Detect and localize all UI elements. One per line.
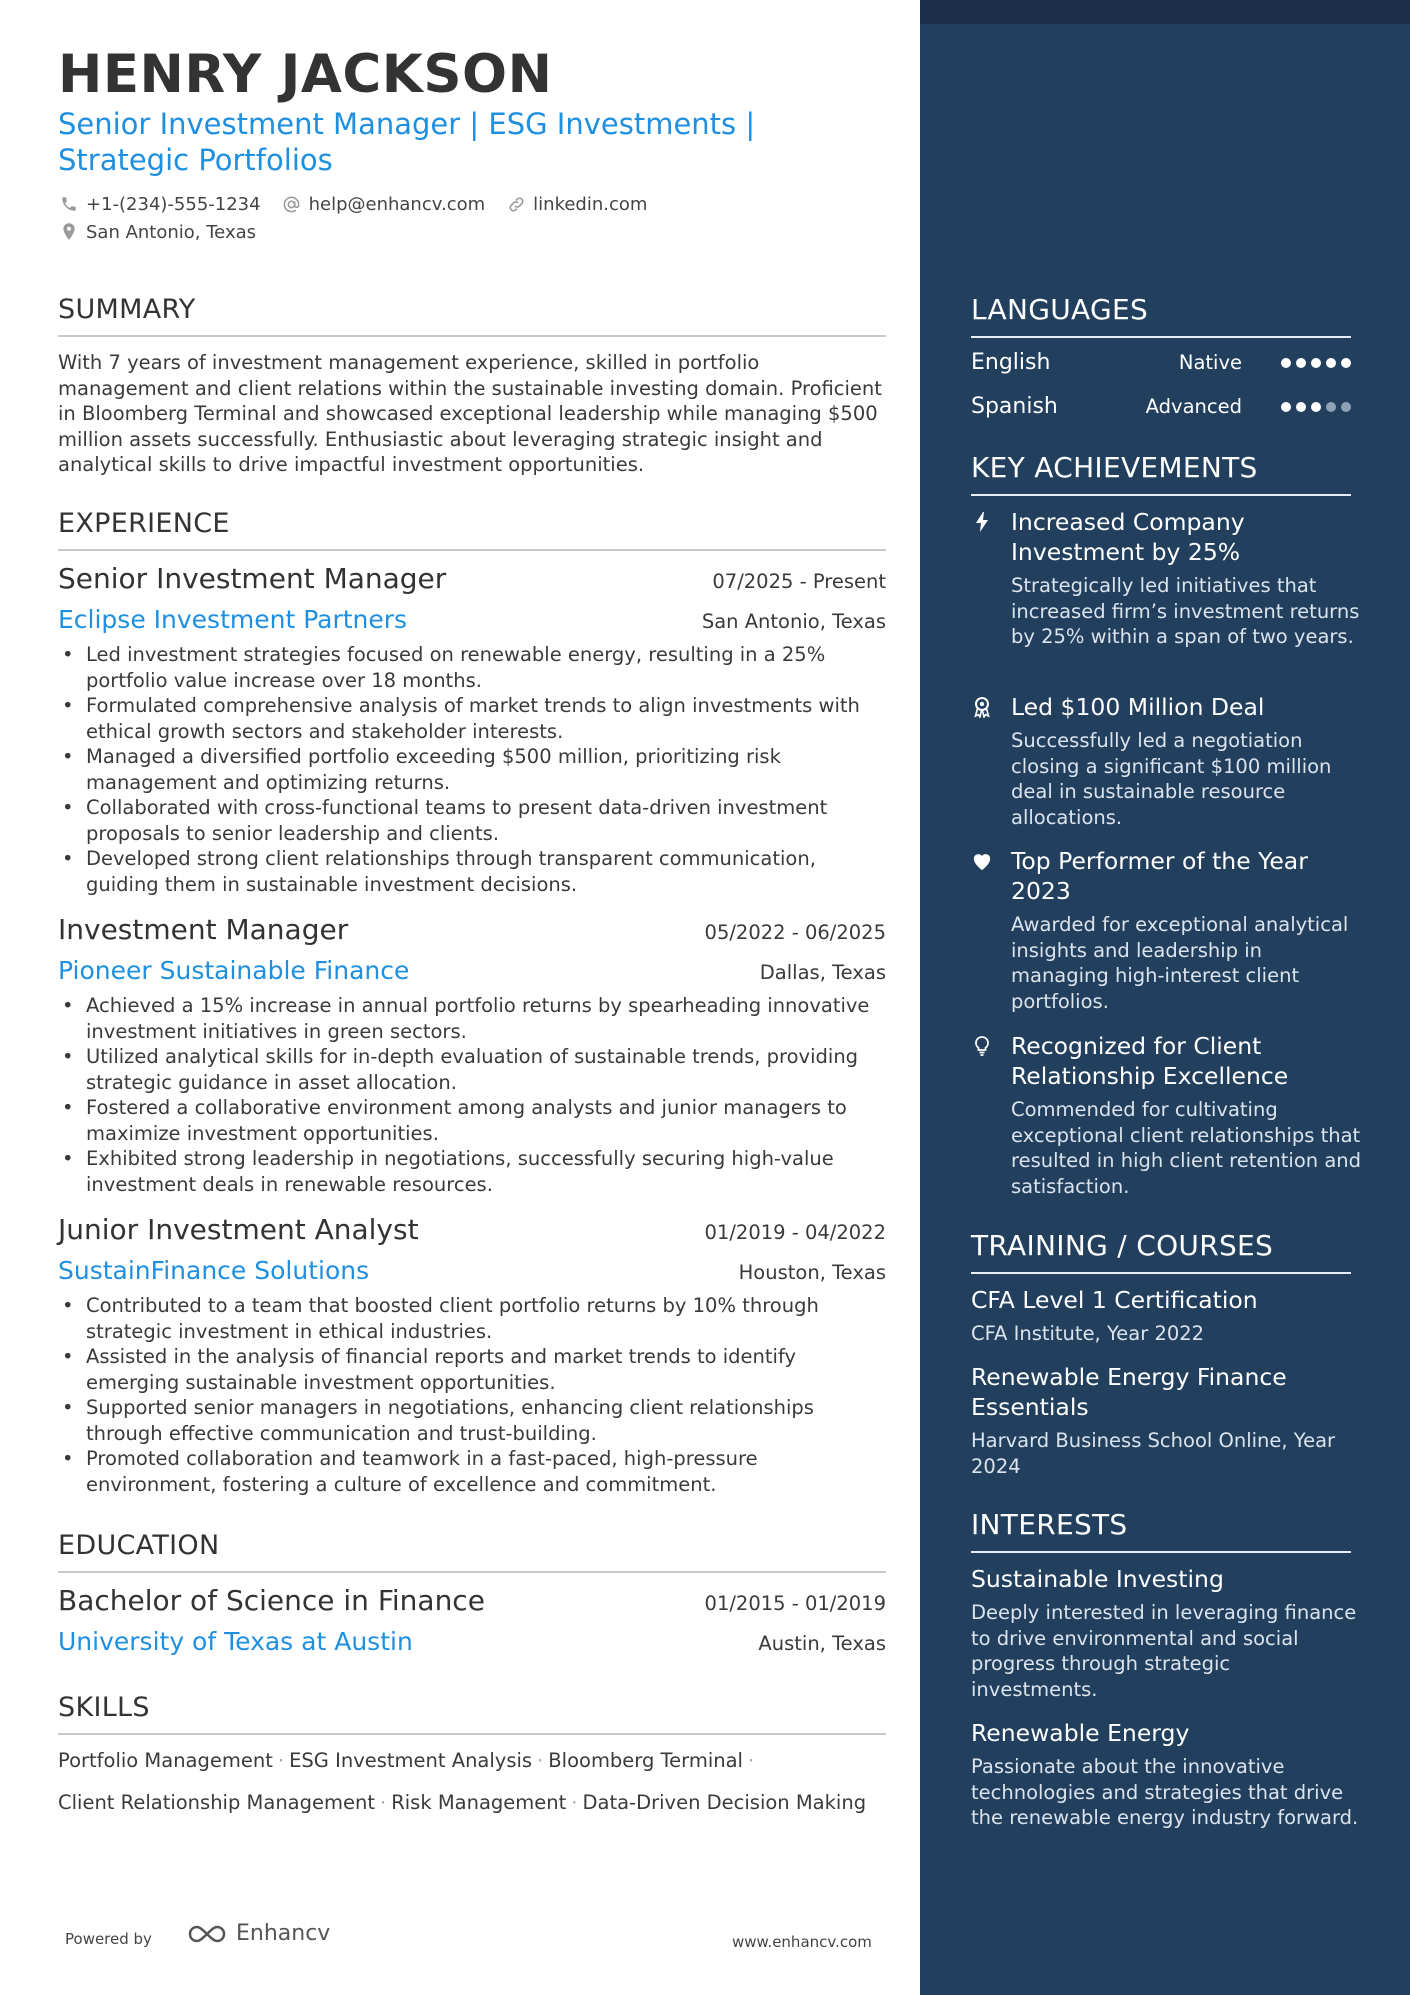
headline-line-1: Senior Investment Manager | ESG Investments | <box>58 107 756 141</box>
job-bullet: • Exhibited strong leadership in negotiations, successfully securing high-value investment deals in renewable resources. <box>58 1146 886 1197</box>
job-bullet: • Contributed to a team that boosted client portfolio returns by 10% through strategic investment in ethical industries. <box>58 1293 886 1344</box>
rating-dot <box>1341 402 1351 412</box>
contact-linkedin[interactable] <box>505 193 647 215</box>
achievement-title: Recognized for Client Relationship Excellence <box>1011 1032 1289 1090</box>
phone-icon <box>58 193 80 215</box>
contact-row-2 <box>58 221 276 243</box>
rating-dot <box>1296 358 1306 368</box>
job-location: Dallas, Texas <box>759 961 886 984</box>
achievement-title: Increased Company Investment by 25% <box>1011 508 1245 566</box>
rating-dot <box>1281 358 1291 368</box>
achievement-title: Led $100 Million Deal <box>1011 693 1265 721</box>
skill-separator: · <box>537 1749 544 1772</box>
contact-row-1 <box>58 193 667 215</box>
rating-dot <box>1341 358 1351 368</box>
company-name[interactable]: SustainFinance Solutions <box>58 1256 370 1285</box>
heart-icon <box>971 850 993 872</box>
achievement-desc: Strategically led initiatives that increased firm’s investment returns by 25% within a span of two years. <box>1011 574 1360 648</box>
job-location: San Antonio, Texas <box>701 610 886 633</box>
skill-separator: · <box>380 1791 387 1814</box>
job-date: 01/2019 - 04/2022 <box>704 1221 886 1244</box>
location-text: San Antonio, Texas <box>86 221 256 243</box>
summary-text: With 7 years of investment management experience, skilled in portfolio management and client relations within the sustainable investing domain. Proficient in Bloomberg Terminal and showcased exceptional leadership while managing $500 million assets successfully. Enthusiastic about leveraging strategic insight and analytical skills to drive impactful investment opportunities. <box>58 351 882 477</box>
skill-separator: · <box>571 1791 578 1814</box>
interests-heading: INTERESTS <box>971 1508 1351 1553</box>
job-entry <box>58 1213 886 1497</box>
lightbulb-icon <box>971 1035 993 1057</box>
headline-line-2: Strategic Portfolios <box>58 143 333 177</box>
achievement-item <box>971 507 1361 650</box>
job-bullet: • Assisted in the analysis of financial reports and market trends to identify emerging sustainable investment opportunities. <box>58 1344 886 1395</box>
job-bullet: • Promoted collaboration and teamwork in a fast-paced, high-pressure environment, fostering a culture of excellence and commitment. <box>58 1446 886 1497</box>
interest-title: Renewable Energy <box>971 1719 1190 1747</box>
link-icon <box>505 193 527 215</box>
footer-powered-by: Powered by <box>65 1930 152 1948</box>
achievement-item <box>971 692 1361 830</box>
company-name[interactable]: Pioneer Sustainable Finance <box>58 956 410 985</box>
job-bullet: • Led investment strategies focused on renewable energy, resulting in a 25% portfolio value increase over 18 months. <box>58 642 886 693</box>
skill-item: Bloomberg Terminal <box>548 1749 743 1772</box>
company-name[interactable]: Eclipse Investment Partners <box>58 605 408 634</box>
job-bullets <box>58 1293 886 1497</box>
achievement-item <box>971 846 1361 1014</box>
achievement-item <box>971 1031 1361 1199</box>
skill-item: Data-Driven Decision Making <box>582 1791 867 1814</box>
contact-email[interactable] <box>281 193 486 215</box>
job-title: Senior Investment Manager <box>58 562 447 595</box>
training-desc: CFA Institute, Year 2022 <box>971 1322 1205 1345</box>
skill-item: ESG Investment Analysis <box>289 1749 533 1772</box>
interest-item <box>971 1718 1361 1831</box>
skill-separator: · <box>747 1749 755 1772</box>
job-bullet: • Developed strong client relationships through transparent communication, guiding them in sustainable investment decisions. <box>58 846 886 897</box>
job-bullet: • Managed a diversified portfolio exceeding $500 million, prioritizing risk management and optimizing returns. <box>58 744 886 795</box>
job-entry <box>58 913 886 1197</box>
job-bullets <box>58 993 886 1197</box>
school-name[interactable]: University of Texas at Austin <box>58 1627 413 1656</box>
job-bullet: • Formulated comprehensive analysis of market trends to align investments with ethical growth sectors and stakeholder interests. <box>58 693 886 744</box>
skill-separator: · <box>277 1749 285 1772</box>
interest-desc: Deeply interested in leveraging finance to drive environmental and social progress through strategic investments. <box>971 1601 1357 1701</box>
bolt-icon <box>971 511 993 533</box>
skill-item: Client Relationship Management <box>58 1791 376 1814</box>
education-heading: EDUCATION <box>58 1530 886 1573</box>
training-heading: TRAINING / COURSES <box>971 1229 1351 1274</box>
phone-text: +1-(234)-555-1234 <box>86 193 261 215</box>
achievement-desc: Awarded for exceptional analytical insights and leadership in managing high-interest client portfolios. <box>1011 913 1349 1013</box>
achievement-desc: Commended for cultivating exceptional client relationships that resulted in high client retention and satisfaction. <box>1011 1098 1362 1198</box>
training-item <box>971 1362 1361 1479</box>
training-title: Renewable Energy Finance Essentials <box>971 1363 1287 1421</box>
language-level: Native <box>1178 351 1242 374</box>
interest-title: Sustainable Investing <box>971 1565 1224 1593</box>
contact-location <box>58 221 256 243</box>
job-date: 05/2022 - 06/2025 <box>704 921 886 944</box>
summary-heading: SUMMARY <box>58 294 886 337</box>
training-title: CFA Level 1 Certification <box>971 1286 1258 1314</box>
language-name: English <box>971 350 1051 375</box>
infinity-logo-icon <box>184 1922 230 1946</box>
experience-heading: EXPERIENCE <box>58 508 886 551</box>
training-item <box>971 1285 1361 1347</box>
skill-item: Portfolio Management <box>58 1749 273 1772</box>
contact-phone[interactable] <box>58 193 261 215</box>
job-entry <box>58 562 886 897</box>
achievement-desc: Successfully led a negotiation closing a significant $100 million deal in sustainable resource allocations. <box>1011 729 1332 829</box>
rating-dot <box>1311 402 1321 412</box>
job-bullet: • Utilized analytical skills for in-depth evaluation of sustainable trends, providing strategic guidance in asset allocation. <box>58 1044 886 1095</box>
location-pin-icon <box>58 221 80 243</box>
interest-item <box>971 1564 1361 1702</box>
job-title: Junior Investment Analyst <box>58 1213 419 1246</box>
email-text: help@enhancv.com <box>308 193 486 215</box>
rating-dot <box>1311 358 1321 368</box>
job-bullet: • Supported senior managers in negotiations, enhancing client relationships through effective communication and trust-building. <box>58 1395 886 1446</box>
skills-heading: SKILLS <box>58 1692 886 1735</box>
job-bullet: • Collaborated with cross-functional teams to present data-driven investment proposals to senior leadership and clients. <box>58 795 886 846</box>
footer-url[interactable]: www.enhancv.com <box>732 1933 872 1951</box>
award-icon <box>971 696 993 718</box>
skills-line <box>58 1740 898 1782</box>
rating-dot <box>1281 402 1291 412</box>
rating-dot <box>1326 402 1336 412</box>
degree-title: Bachelor of Science in Finance <box>58 1584 485 1617</box>
job-date: 07/2025 - Present <box>712 570 886 593</box>
language-name: Spanish <box>971 394 1058 419</box>
linkedin-text: linkedin.com <box>533 193 648 215</box>
education-location: Austin, Texas <box>758 1632 886 1655</box>
brand-name: Enhancv <box>236 1921 331 1946</box>
job-title: Investment Manager <box>58 913 349 946</box>
enhancv-logo[interactable] <box>184 1921 330 1946</box>
job-bullet: • Achieved a 15% increase in annual portfolio returns by spearheading innovative investment initiatives in green sectors. <box>58 993 886 1044</box>
education-date: 01/2015 - 01/2019 <box>704 1592 886 1615</box>
interest-desc: Passionate about the innovative technologies and strategies that drive the renewable energy industry forward. <box>971 1755 1359 1829</box>
rating-dot <box>1326 358 1336 368</box>
language-rating <box>1276 402 1351 412</box>
achievements-heading: KEY ACHIEVEMENTS <box>971 451 1351 496</box>
language-row <box>971 350 1351 375</box>
candidate-headline <box>58 106 778 178</box>
skills-list <box>58 1740 898 1824</box>
job-bullets <box>58 642 886 897</box>
language-rating <box>1276 358 1351 368</box>
job-bullet: • Fostered a collaborative environment among analysts and junior managers to maximize investment opportunities. <box>58 1095 886 1146</box>
at-icon <box>281 193 303 215</box>
candidate-name: HENRY JACKSON <box>58 44 553 105</box>
sidebar-top-strip <box>920 0 1410 24</box>
achievement-title: Top Performer of the Year 2023 <box>1011 847 1308 905</box>
language-row <box>971 394 1351 419</box>
rating-dot <box>1296 402 1306 412</box>
job-location: Houston, Texas <box>738 1261 886 1284</box>
skills-line <box>58 1782 898 1824</box>
skill-item: Risk Management <box>391 1791 567 1814</box>
education-entry <box>58 1584 886 1656</box>
training-desc: Harvard Business School Online, Year 2024 <box>971 1429 1336 1478</box>
languages-heading: LANGUAGES <box>971 293 1351 338</box>
language-level: Advanced <box>1145 395 1242 418</box>
sidebar <box>920 0 1410 1995</box>
